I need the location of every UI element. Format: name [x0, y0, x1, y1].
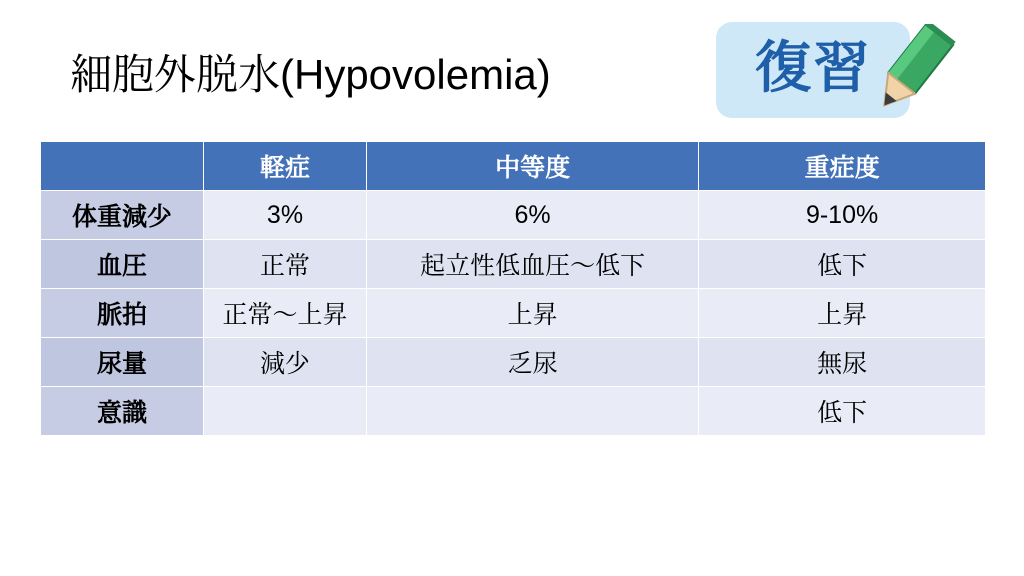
cell-consciousness-mild — [204, 387, 367, 436]
table-header-moderate: 中等度 — [367, 142, 699, 191]
cell-urine-output-mild: 減少 — [204, 338, 367, 387]
table-row — [41, 289, 986, 338]
table-header-mild: 軽症 — [204, 142, 367, 191]
table-row — [41, 191, 986, 240]
dehydration-table-container — [40, 141, 986, 436]
cell-blood-pressure-severe: 低下 — [699, 240, 986, 289]
stamp-label: 復習 — [755, 36, 871, 99]
cell-blood-pressure-moderate: 起立性低血圧〜低下 — [367, 240, 699, 289]
table-row — [41, 338, 986, 387]
cell-urine-output-moderate: 乏尿 — [367, 338, 699, 387]
pencil-icon — [864, 24, 974, 124]
review-stamp — [716, 16, 966, 126]
cell-pulse-mild: 正常〜上昇 — [204, 289, 367, 338]
table-header-severe: 重症度 — [699, 142, 986, 191]
dehydration-severity-table — [40, 141, 986, 436]
page-title: 細胞外脱水(Hypovolemia) — [70, 51, 551, 98]
row-label-pulse: 脈拍 — [41, 289, 204, 338]
cell-weight-loss-severe: 9-10% — [699, 191, 986, 240]
row-label-urine-output: 尿量 — [41, 338, 204, 387]
row-label-weight-loss: 体重減少 — [41, 191, 204, 240]
table-row — [41, 387, 986, 436]
cell-urine-output-severe: 無尿 — [699, 338, 986, 387]
cell-consciousness-severe: 低下 — [699, 387, 986, 436]
table-header-row — [41, 142, 986, 191]
table-header-corner — [41, 142, 204, 191]
cell-pulse-moderate: 上昇 — [367, 289, 699, 338]
cell-consciousness-moderate — [367, 387, 699, 436]
cell-pulse-severe: 上昇 — [699, 289, 986, 338]
cell-weight-loss-mild: 3% — [204, 191, 367, 240]
row-label-blood-pressure: 血圧 — [41, 240, 204, 289]
table-row — [41, 240, 986, 289]
cell-blood-pressure-mild: 正常 — [204, 240, 367, 289]
row-label-consciousness: 意識 — [41, 387, 204, 436]
cell-weight-loss-moderate: 6% — [367, 191, 699, 240]
